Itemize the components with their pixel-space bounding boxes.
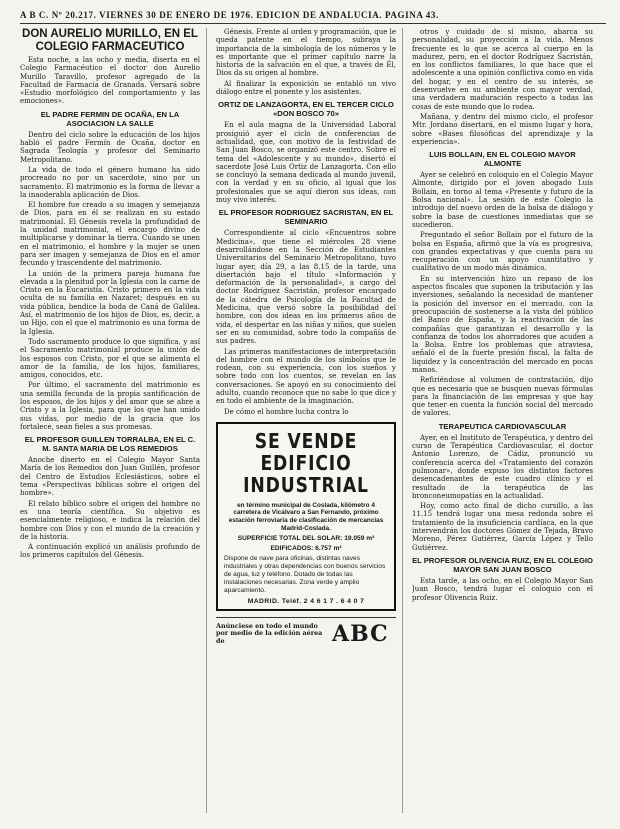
masthead: A B C. Nº 20.217. VIERNES 30 DE ENERO DE 1976. EDICION DE ANDALUCIA. PAGINA 43. <box>20 10 606 24</box>
headline-olivencia-ruiz: EL PROFESOR OLIVENCIA RUIZ, EN EL COLEGIO MAYOR SAN JUAN BOSCO <box>412 555 593 574</box>
headline-fermin-ocana: EL PADRE FERMIN DE OCAÑA, EN LA ASOCIACION LA SALLE <box>40 109 180 128</box>
abc-footer-text: Anúnciese en todo el mundo por medio de la edición aérea de <box>216 621 323 646</box>
headline-ortiz-lanzagorta: ORTIZ DE LANZAGORTA, EN EL TERCER CICLO «DON BOSCO 70» <box>218 100 394 119</box>
article-paragraph: En su intervención hizo un repaso de los aspectos fiscales que suponen la tributación y las inversiones, señalando la necesidad de mantener la posición del inversor en el mercado, con la preocupación de sostenerse a la vista del público del Banco de España, y la reactivación de las compañías que garantizan el desarrollo y la confianza de todos los ahorradores que acuden a la Bolsa. Entre los problemas que atraviesa, señaló el de la fuerte presión fiscal, la falta de liquidez y la concentración del mercado en pocas manos. <box>412 274 593 374</box>
ad-built-area: EDIFICADOS: 6.757 m² <box>270 545 342 553</box>
article-paragraph: El relato bíblico sobre el origen del hombre no es una teoría científica. Su objetivo es esencialmente religioso, e indica la relación del hombre con Dios y con el mundo de la creación y de la historia. <box>20 499 200 541</box>
article-paragraph: Todo sacramento produce lo que significa, y así el Sacramento matrimonial produce la unión de los esposos con Cristo, por el que se alimenta el amor de la familia, de los hijos, familiares, amigos, conocidos, etc. <box>20 337 200 380</box>
advertisement-building-sale <box>216 422 396 611</box>
column-1 <box>20 28 207 813</box>
ad-description: en término municipal de Coslada, kilómetro 4 carretera de Vicálvaro a San Fernando, próximo estación ferroviaria de clasificación de mercancías Madrid-Coslada. <box>228 501 384 532</box>
ad-total-area: SUPERFICIE TOTAL DEL SOLAR: 19.059 m² <box>237 535 375 543</box>
article-paragraph: Correspondiente al ciclo «Encuentros sobre Medicina», que tiene el miércoles 28 viene desarrollándose en la Sección de Estudiantes Universitarios del Seminario Metropolitano, tuvo lugar ayer, día 29, a las 8.15 de la tarde, una disertación bajo el título «Información y deformación de la personalidad», a cargo del doctor Rodríguez Sacristán, profesor encargado de la cátedra de Psicología de la Facultad de Medicina, que versó sobre la posibilidad del hombre, con dos ideas en los primeros años de vida, el despertar en las niñas y niños, que suelen ser en su comunidad, sobre todo la compañía de sus padres. <box>216 229 396 346</box>
article-paragraph: Refiriéndose al volumen de contratación, dijo que es necesario que se busquen nuevas fórmulas para la financiación de las empresas y que hay que tener en cuenta la función social del mercado de valores. <box>412 376 593 418</box>
article-paragraph: De cómo el hombre lucha contra lo <box>224 407 349 416</box>
article-paragraph: En el aula magna de la Universidad Laboral prosiguió ayer el ciclo de conferencias de actualidad, que, con motivo de la festividad de San Juan Bosco, se organizó este centro. Sobre el tema del «Adolescente y su mundo», disertó el sacerdote José Luis Ortiz de Lanzagorta. Con ello se concluyó la semana dedicada al mundo juvenil, con la verdad y en su oficio, al igual que los profesionales que se aquí dieron sus ideas, con muy vivo interés. <box>216 121 396 205</box>
article-paragraph: Ayer se celebró en coloquio en el Colegio Mayor Almonte, dirigido por el joven abogado Luis Bollain, en torno al tema «Presente y futuro de la Bolsa nacional». La sesión de este Colegio la introdujo del nuevo orden de la bolsa de diálogo y sobre la base de cuestiones inmediatas que se sucedieron. <box>412 171 593 229</box>
headline-luis-bollain: LUIS BOLLAIN, EN EL COLEGIO MAYOR ALMONTE <box>429 150 576 169</box>
ad-title-line-2: INDUSTRIAL <box>243 472 369 497</box>
ad-contact: MADRID. Teléf. 2 4 6 1 7 . 6 4 0 7 <box>247 598 365 606</box>
columns <box>20 28 606 813</box>
article-paragraph: Esta tarde, a las ocho, en el Colegio Mayor San Juan Bosco, tendrá lugar el coloquio con el profesor Olivencia Ruiz. <box>412 576 593 602</box>
abc-footer-ad <box>216 617 396 647</box>
headline-terapeutica: TERAPEUTICA CARDIOVASCULAR <box>438 421 567 431</box>
article-paragraph: Anoche diserto en el Colegio Mayor Santa María de los Remedios don Juan Guillén, profesor del Centro de Estudios Eclesiásticos, sobre el tema «Perspectivas bíblicas sobre el origen del hombre». <box>20 456 200 498</box>
article-paragraph: A continuación explicó un análisis profundo de los primeros capítulos del Génesis. <box>20 543 200 560</box>
article-paragraph: La vida de todo el género humano ha sido procreado no por un sacerdote, sino por un sacramento. El matrimonio es la forma de llevar a la inaoderabla aplicación de Dios. <box>20 165 200 199</box>
ad-body: Dispone de nave para oficinas, distintas naves industriales y otras dependencias con buenos servicios de agua, luz y teléfono. Dotado de todas las instalaciones necesarias. Zona verde y amplio aparcamiento. <box>224 555 386 595</box>
article-paragraph: Mañana, y dentro del mismo ciclo, el profesor Mtr. Jordano disertará, en el mismo lugar y hora, sobre «Bases filosóficas del aprendizaje y la experiencia». <box>412 112 593 146</box>
headline-murillo: DON AURELIO MURILLO, EN EL COLEGIO FARMACEUTICO <box>22 28 198 53</box>
article-paragraph: Génesis. Frente al orden y programación, que le queda patente en el tiempo, subraya la importancia de la simbología de los números y le es importante que el primer capítulo narre la historia de la salvación en el que, a través de Él, Dios da su origen al hombre. <box>216 28 396 78</box>
article-paragraph: Por último, el sacramento del matrimonio es una semilla fecunda de la propia santificación de los esposos, de los hijos y del amor que se abre a Cristo y a la Iglesia, para que los que han unido sus vidas, por medio de la gracia que los fortalece, sean fieles a sus promesas. <box>20 381 200 431</box>
headline-guillen-torralba: EL PROFESOR GUILLEN TORRALBA, EN EL C. M. SANTA MARIA DE LOS REMEDIOS <box>24 435 196 454</box>
article-paragraph: El hombre fue creado a su imagen y semejanza de Dios, para en él se realizan en su estado matrimonial. El Génesis revela la profundidad de la unidad matrimonial, el encargo divino de multiplicarse y dominar la tierra. Cuando se unen en el matrimonio, el hombre y la mujer se unen para ser imagen y semejanza de Dios en el amor fecundo y trascendente del matrimonio. <box>20 201 200 268</box>
article-paragraph: Ayer, en el Instituto de Terapéutica, y dentro del curso de Terapéutica Cardiovascular, el doctor Antonio Lorenzo, de Cádiz, pronunció su conferencia acerca del «Tratamiento del corazón pulmonar», donde expuso los distintos factores desencadenantes de este cuadro clínico y el resultado de la terapéutica de las bronconeumopatías en la actualidad. <box>412 433 593 500</box>
abc-logo: ABC <box>332 621 389 648</box>
column-3 <box>412 28 599 813</box>
article-paragraph: Preguntado el señor Bollain por el futuro de la bolsa en España, afirmó que la vía es progresiva, con grandes expectativas y que cuenta para su recuperación con un apoyo cuantitativo y cualitativo de un modo más dinámico. <box>412 231 593 273</box>
ad-title-line-1: SE VENDE EDIFICIO <box>254 428 358 475</box>
article-paragraph: Al finalizar la exposición se entabló un vivo diálogo entre el ponente y los asistentes. <box>216 79 396 97</box>
headline-rodriguez-sacristan: EL PROFESOR RODRIGUEZ SACRISTAN, EN EL SEMINARIO <box>218 208 394 227</box>
article-paragraph: Dentro del ciclo sobre la educación de los hijos habló el padre Fermín de Ocaña, doctor en Sagrada Teología y profesor del Seminario Metropolitano. <box>20 130 200 164</box>
article-paragraph: otros y cuidado de sí mismo, abarca su personalidad, su proyección a la vida. Menos frecuente es lo que se acerca al cuerpo en la madurez, pero, en el doctor Rodríguez Sacristán, en los conflictos familiares, lo que hace que el adolescente a una opinión conflictiva como en vida del hogar, y en el centro de su interés, se desenvuelve en su ambiente con mayor verdad, una verdadera maduración respecto a todas las cosas de este mundo que lo rodea. <box>412 28 593 111</box>
article-paragraph: Las primeras manifestaciones de interpretación del hombre con el mundo de los símbolos que le rodean, con su experiencia, con los sueños y sobre todo con los cuentos, se revelan en las conversaciones. Se apoyó en su conocimiento del adulto, cuando reconoce que no sabe lo que dice y en todo el ambiente de la imaginación. <box>216 347 396 406</box>
article-paragraph: Hoy, como acto final de dicho cursillo, a las 11.15 tendrá lugar una mesa redonda sobre el tratamiento de la insuficiencia cardíaca, en la que intervendrán los doctores Gómez de Tejada, Bravo Moreno, Pérez Gutiérrez, García López y Tello Gutiérrez. <box>412 502 593 552</box>
article-paragraph: Esta noche, a las ocho y media, diserta en el Colegio Farmacéutico el doctor don Aurelio Murillo Taravillo, profesor agregado de la Facultad de Farmacia de Granada. Versará sobre «Estudio morfológico del comportamiento y las emociones». <box>20 56 200 106</box>
column-2 <box>216 28 403 813</box>
article-paragraph: La unión de la primera pareja humana fue elevada a la plenitud por la Iglesia con la carne de Cristo en la Eucaristía. Cristo primero en la vida oculta de su familia en Nazaret; después en su vida pública, bendice la boda de Caná de Galilea. Así, el matrimonio de los hijos de Dios, es, decir, a un Hijo, con el que el matrimonio es una forma de la Iglesia. <box>20 269 200 336</box>
